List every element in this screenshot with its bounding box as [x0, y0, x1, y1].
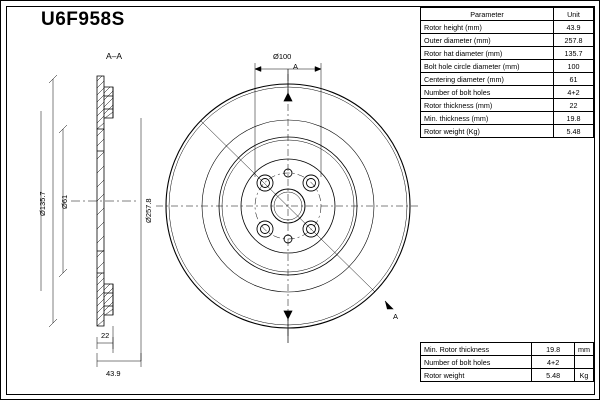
table-row: [421, 356, 594, 369]
param-label: Rotor thickness (mm): [421, 99, 554, 112]
param-value: 19.8: [554, 112, 594, 125]
param-label: Centering diameter (mm): [421, 73, 554, 86]
param-label: Outer diameter (mm): [421, 34, 554, 47]
param-value: 22: [554, 99, 594, 112]
summary-label: Number of bolt holes: [421, 356, 532, 369]
summary-label: Min. Rotor thickness: [421, 343, 532, 356]
param-label: Rotor hat diameter (mm): [421, 47, 554, 60]
summary-value: 4+2: [532, 356, 575, 369]
param-label: Bolt hole circle diameter (mm): [421, 60, 554, 73]
table-row: [421, 60, 594, 73]
summary-unit: mm: [575, 343, 594, 356]
summary-value: 5.48: [532, 369, 575, 382]
table-row: [421, 112, 594, 125]
summary-unit: [575, 356, 594, 369]
dim-height: 43.9: [106, 369, 121, 378]
param-value: 43.9: [554, 21, 594, 34]
table-row: [421, 21, 594, 34]
dim-thickness: 22: [101, 331, 110, 340]
dim-outer-diameter: Ø257.8: [144, 198, 153, 223]
section-arrow-top: A: [293, 62, 299, 71]
param-label: Min. thickness (mm): [421, 112, 554, 125]
table-row: [421, 34, 594, 47]
param-value: 135.7: [554, 47, 594, 60]
table-row: [421, 86, 594, 99]
col-unit: Unit: [554, 8, 594, 21]
table-row: [421, 47, 594, 60]
table-row: [421, 343, 594, 356]
param-value: 257.8: [554, 34, 594, 47]
param-value: 4+2: [554, 86, 594, 99]
table-row: [421, 125, 594, 138]
summary-value: 19.8: [532, 343, 575, 356]
parameter-table: [420, 7, 594, 138]
dim-hat-diameter: Ø135.7: [38, 191, 47, 216]
table-header-row: [421, 8, 594, 21]
summary-table: [420, 342, 594, 382]
section-view-label: A–A: [106, 51, 123, 61]
dim-bolt-circle: Ø100: [273, 52, 292, 61]
col-parameter: Parameter: [421, 8, 554, 21]
section-arrow-bottom: A: [393, 312, 399, 321]
param-value: 61: [554, 73, 594, 86]
table-row: [421, 73, 594, 86]
param-value: 5.48: [554, 125, 594, 138]
page-title: U6F958S: [41, 9, 125, 30]
param-label: Rotor weight (Kg): [421, 125, 554, 138]
dim-center-diameter: Ø61: [60, 194, 69, 209]
table-row: [421, 99, 594, 112]
param-label: Number of bolt holes: [421, 86, 554, 99]
summary-label: Rotor weight: [421, 369, 532, 382]
table-row: [421, 369, 594, 382]
param-value: 100: [554, 60, 594, 73]
summary-unit: Kg: [575, 369, 594, 382]
param-label: Rotor height (mm): [421, 21, 554, 34]
